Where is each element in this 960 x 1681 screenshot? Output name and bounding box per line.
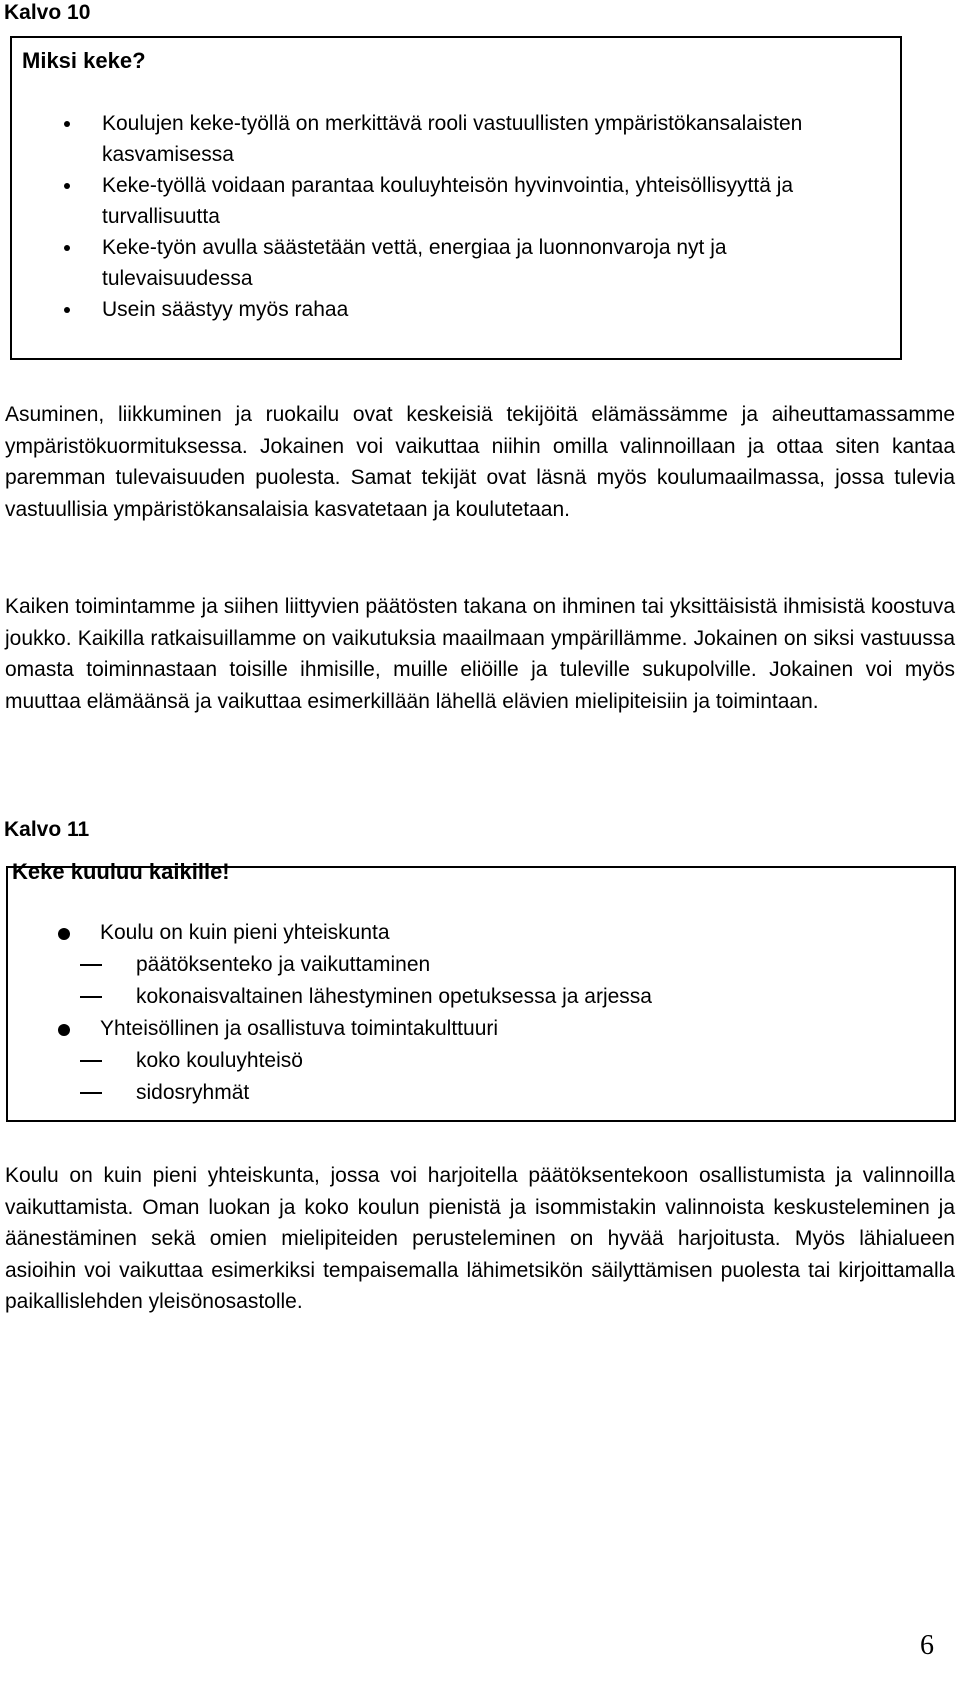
bullet-icon [64, 183, 70, 189]
slide10-box-title: Miksi keke? [22, 48, 146, 73]
bullet-icon [64, 121, 70, 127]
slide10-paragraph-2: Kaiken toimintamme ja siihen liittyvien päätösten takana on ihminen tai yksittäisistä ihmisistä koostuva joukko. Kaikilla ratkaisuillamme on vaikutuksia maailmaan ympärillämme. Jokainen on siksi vastuussa omasta toiminnastaan toisille ihmisille, muille eliöille ja tuleville sukupolville. Jokainen voi myös muuttaa elämäänsä ja vaikuttaa esimerkillään lähellä elävien mielipiteisiin ja toimintaan. [5, 595, 955, 713]
dash-icon [80, 1060, 102, 1062]
list-item: Keke-työllä voidaan parantaa kouluyhteisön hyvinvointia, yhteisöllisyyttä ja turvallisuutta [62, 170, 862, 232]
dash-icon [80, 964, 102, 966]
list-item: Usein säästyy myös rahaa [62, 294, 862, 325]
bullet-icon [64, 245, 70, 251]
sub-list-item: päätöksenteko ja vaikuttaminen [80, 949, 918, 981]
slide10-paragraph-1: Asuminen, liikkuminen ja ruokailu ovat keskeisiä tekijöitä elämässämme ja aiheuttamassamme ympäristökuormituksessa. Jokainen voi vaikuttaa niihin omilla valinnoillaan ja ottaa siten kantaa paremman tulevaisuuden puolesta. Samat tekijät ovat läsnä myös koulumaailmassa, jossa tulevia vastuullisia ympäristökansalaisia kasvatetaan ja koulutetaan. [5, 403, 955, 521]
list-item: Yhteisöllinen ja osallistuva toimintakulttuuri koko kouluyhteisö sidosryhmät [58, 1013, 918, 1109]
slide11-heading: Kalvo 11 [4, 818, 90, 841]
slide10-heading: Kalvo 10 [4, 1, 91, 24]
list-item: Koulujen keke-työllä on merkittävä rooli vastuullisten ympäristökansalaisten kasvamisessa [62, 108, 862, 170]
sub-list [80, 1045, 918, 1109]
sub-list-item: kokonaisvaltainen lähestyminen opetuksessa ja arjessa [80, 981, 918, 1013]
slide11-bullet-list [58, 917, 918, 1109]
sub-list-item: sidosryhmät [80, 1077, 918, 1109]
slide10-bullet-list [62, 108, 862, 325]
bullet-icon [58, 1024, 70, 1036]
slide11-box-title: Keke kuuluu kaikille! [12, 859, 230, 884]
page-number: 6 [920, 1630, 934, 1661]
sub-list [80, 949, 918, 1013]
list-item: Keke-työn avulla säästetään vettä, energiaa ja luonnonvaroja nyt ja tulevaisuudessa [62, 232, 862, 294]
bullet-icon [58, 928, 70, 940]
sub-list-item: koko kouluyhteisö [80, 1045, 918, 1077]
list-item: Koulu on kuin pieni yhteiskunta päätöksenteko ja vaikuttaminen kokonaisvaltainen lähestyminen opetuksessa ja arjessa [58, 917, 918, 1013]
dash-icon [80, 1092, 102, 1094]
dash-icon [80, 996, 102, 998]
slide11-paragraph: Koulu on kuin pieni yhteiskunta, jossa voi harjoitella päätöksentekoon osallistumista ja valinnoilla vaikuttamista. Oman luokan ja koko koulun pienistä ja isommistakin valinnoista keskusteleminen ja äänestäminen sekä omien mielipiteiden perusteleminen on hyvää harjoitusta. Myös lähialueen asioihin voi vaikuttaa esimerkiksi tempaisemalla lähimetsikön säilyttämisen puolesta tai kirjoittamalla paikallislehden yleisönosastolle. [5, 1164, 955, 1313]
bullet-icon [64, 307, 70, 313]
